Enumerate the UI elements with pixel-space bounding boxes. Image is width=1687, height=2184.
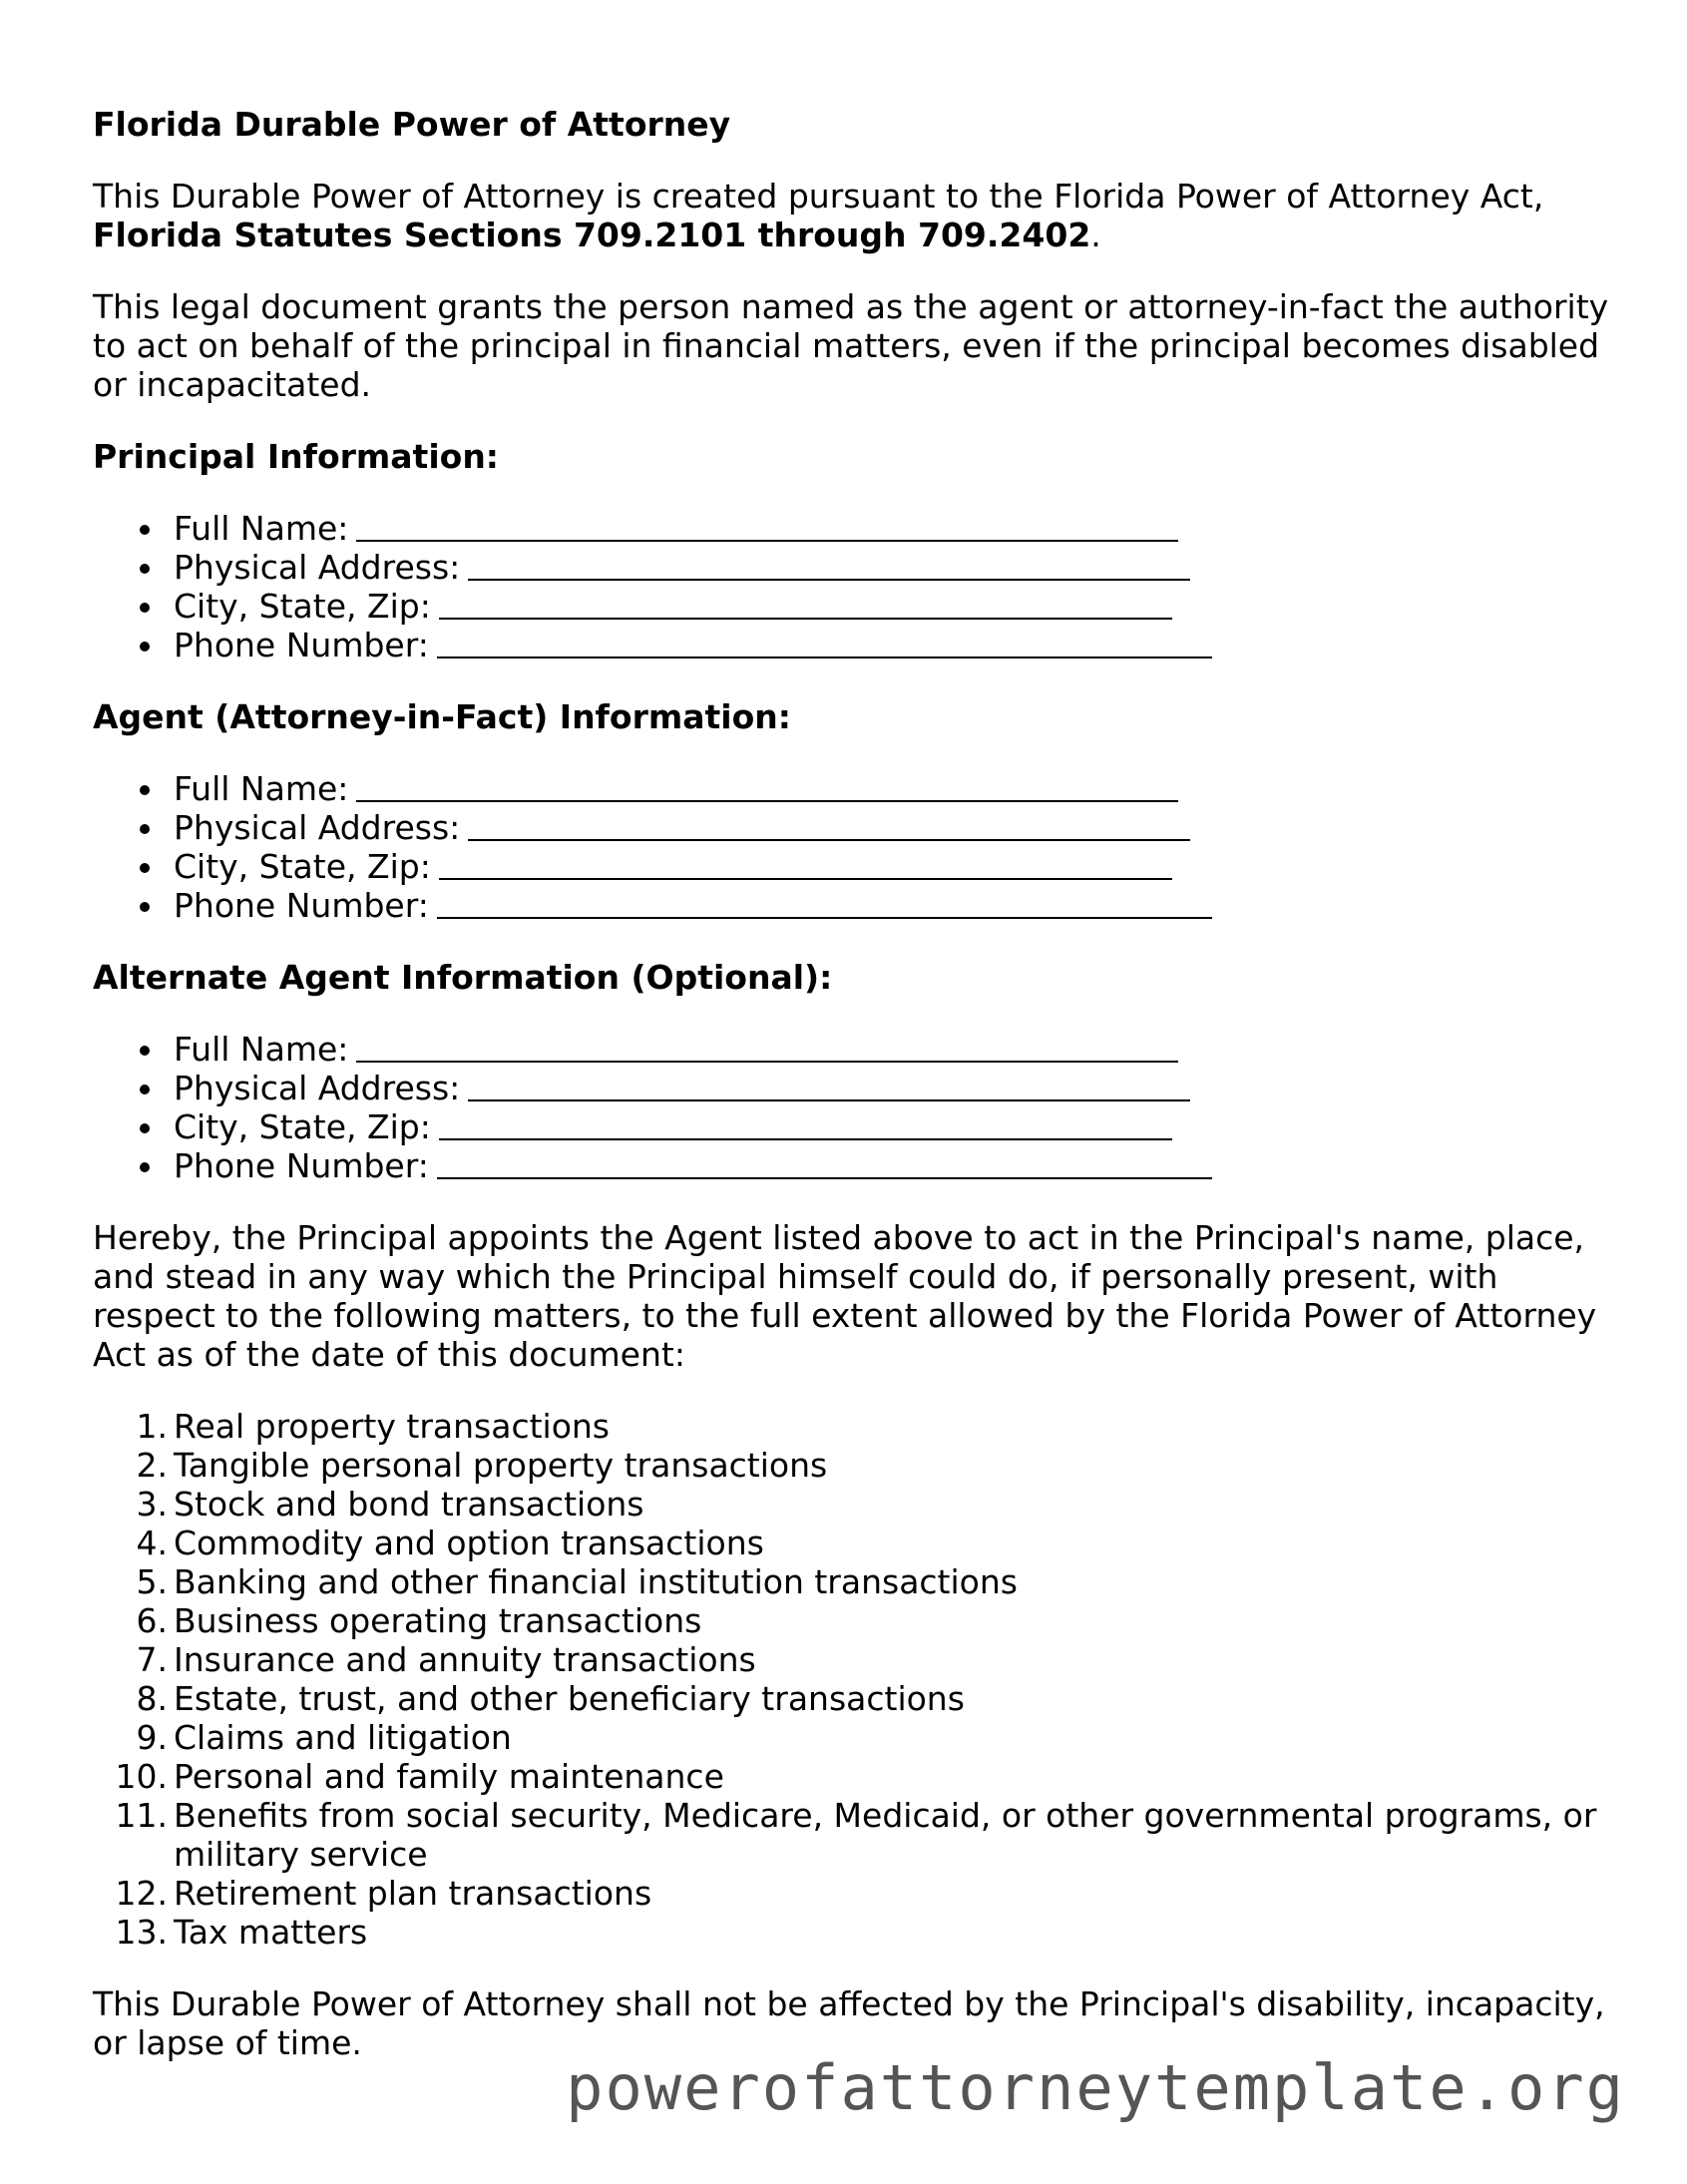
list-item xyxy=(136,1679,1609,1718)
list-item xyxy=(174,769,1609,808)
list-item xyxy=(174,1146,1609,1185)
list-item xyxy=(136,1640,1609,1679)
item-text: Personal and family maintenance xyxy=(174,1757,724,1796)
city-state-zip-blank[interactable] xyxy=(439,1107,1172,1140)
phone-number-blank[interactable] xyxy=(437,626,1212,658)
item-number: 11. xyxy=(115,1796,168,1835)
field-label: City, State, Zip: xyxy=(174,1107,431,1146)
physical-address-blank[interactable] xyxy=(468,808,1190,841)
list-item xyxy=(174,886,1609,925)
list-item xyxy=(174,587,1609,626)
item-text: Stock and bond transactions xyxy=(174,1485,644,1524)
item-number: 1. xyxy=(136,1407,168,1446)
list-item xyxy=(136,1446,1609,1485)
intro-end: . xyxy=(1090,216,1101,254)
list-item xyxy=(136,1407,1609,1446)
list-item xyxy=(174,1030,1609,1069)
field-label: Phone Number: xyxy=(174,626,429,664)
principal-fields xyxy=(93,509,1609,664)
list-item xyxy=(174,1069,1609,1107)
intro-text: This Durable Power of Attorney is created pursuant to the Florida Power of Attorney Act, xyxy=(93,177,1544,216)
field-label: Full Name: xyxy=(174,509,349,548)
appointment-paragraph: Hereby, the Principal appoints the Agent listed above to act in the Principal's name, place, and stead in any way which the Principal himself could do, if personally present, with respect to the following matters, to the full extent allowed by the Florida Power of Attorney Act as of the date of this document: xyxy=(93,1218,1597,1374)
item-number: 5. xyxy=(136,1562,168,1601)
list-item xyxy=(136,1485,1609,1524)
field-label: Phone Number: xyxy=(174,886,429,925)
document-title: Florida Durable Power of Attorney xyxy=(93,105,731,144)
item-number: 7. xyxy=(136,1640,168,1679)
field-label: Phone Number: xyxy=(174,1146,429,1185)
list-item xyxy=(174,548,1609,587)
item-number: 6. xyxy=(136,1601,168,1640)
full-name-blank[interactable] xyxy=(356,1030,1178,1063)
item-text: Business operating transactions xyxy=(174,1601,702,1640)
item-text: Real property transactions xyxy=(174,1407,610,1446)
item-number: 13. xyxy=(115,1913,168,1952)
purpose-paragraph: This legal document grants the person named as the agent or attorney-in-fact the authority to act on behalf of the principal in financial matters, even if the principal becomes disabled or incapacitated. xyxy=(93,287,1609,404)
item-number: 9. xyxy=(136,1718,168,1757)
item-text: Benefits from social security, Medicare, Medicaid, or other governmental programs, or military service xyxy=(174,1796,1597,1874)
list-item xyxy=(174,1107,1609,1146)
item-text: Insurance and annuity transactions xyxy=(174,1640,756,1679)
list-item xyxy=(115,1757,1609,1796)
document-page xyxy=(93,105,1609,2062)
list-item xyxy=(136,1601,1609,1640)
list-item xyxy=(136,1718,1609,1757)
physical-address-blank[interactable] xyxy=(468,1069,1190,1101)
site-watermark: powerofattorneytemplate.org xyxy=(566,2051,1625,2124)
list-item xyxy=(174,509,1609,548)
agent-fields xyxy=(93,769,1609,925)
list-item xyxy=(174,847,1609,886)
item-text: Commodity and option transactions xyxy=(174,1524,764,1562)
phone-number-blank[interactable] xyxy=(437,886,1212,919)
list-item xyxy=(174,808,1609,847)
list-item xyxy=(115,1874,1609,1913)
field-label: Physical Address: xyxy=(174,1069,461,1107)
city-state-zip-blank[interactable] xyxy=(439,847,1172,880)
item-text: Tax matters xyxy=(174,1913,368,1952)
powers-list xyxy=(93,1407,1609,1952)
item-text: Retirement plan transactions xyxy=(174,1874,652,1913)
field-label: Full Name: xyxy=(174,1030,349,1069)
field-label: Full Name: xyxy=(174,769,349,808)
full-name-blank[interactable] xyxy=(356,509,1178,542)
statute-reference: Florida Statutes Sections 709.2101 through 709.2402 xyxy=(93,216,1091,254)
full-name-blank[interactable] xyxy=(356,769,1178,802)
field-label: City, State, Zip: xyxy=(174,847,431,886)
field-label: Physical Address: xyxy=(174,808,461,847)
city-state-zip-blank[interactable] xyxy=(439,587,1172,620)
field-label: City, State, Zip: xyxy=(174,587,431,626)
list-item xyxy=(136,1562,1609,1601)
item-number: 8. xyxy=(136,1679,168,1718)
durability-paragraph: This Durable Power of Attorney shall not be affected by the Principal's disability, incapacity, or lapse of time. xyxy=(93,1984,1605,2062)
item-number: 4. xyxy=(136,1524,168,1562)
alternate-agent-fields xyxy=(93,1030,1609,1185)
physical-address-blank[interactable] xyxy=(468,548,1190,581)
item-text: Banking and other financial institution transactions xyxy=(174,1562,1018,1601)
agent-heading: Agent (Attorney-in-Fact) Information: xyxy=(93,697,791,736)
item-number: 12. xyxy=(115,1874,168,1913)
item-text: Estate, trust, and other beneficiary transactions xyxy=(174,1679,965,1718)
item-text: Claims and litigation xyxy=(174,1718,512,1757)
phone-number-blank[interactable] xyxy=(437,1146,1212,1179)
item-text: Tangible personal property transactions xyxy=(174,1446,828,1485)
item-number: 10. xyxy=(115,1757,168,1796)
intro-paragraph xyxy=(93,177,1609,254)
field-label: Physical Address: xyxy=(174,548,461,587)
item-number: 2. xyxy=(136,1446,168,1485)
list-item xyxy=(174,626,1609,664)
list-item xyxy=(115,1913,1609,1952)
principal-heading: Principal Information: xyxy=(93,437,500,476)
alternate-agent-heading: Alternate Agent Information (Optional): xyxy=(93,958,833,997)
list-item xyxy=(136,1524,1609,1562)
list-item xyxy=(115,1796,1609,1874)
item-number: 3. xyxy=(136,1485,168,1524)
